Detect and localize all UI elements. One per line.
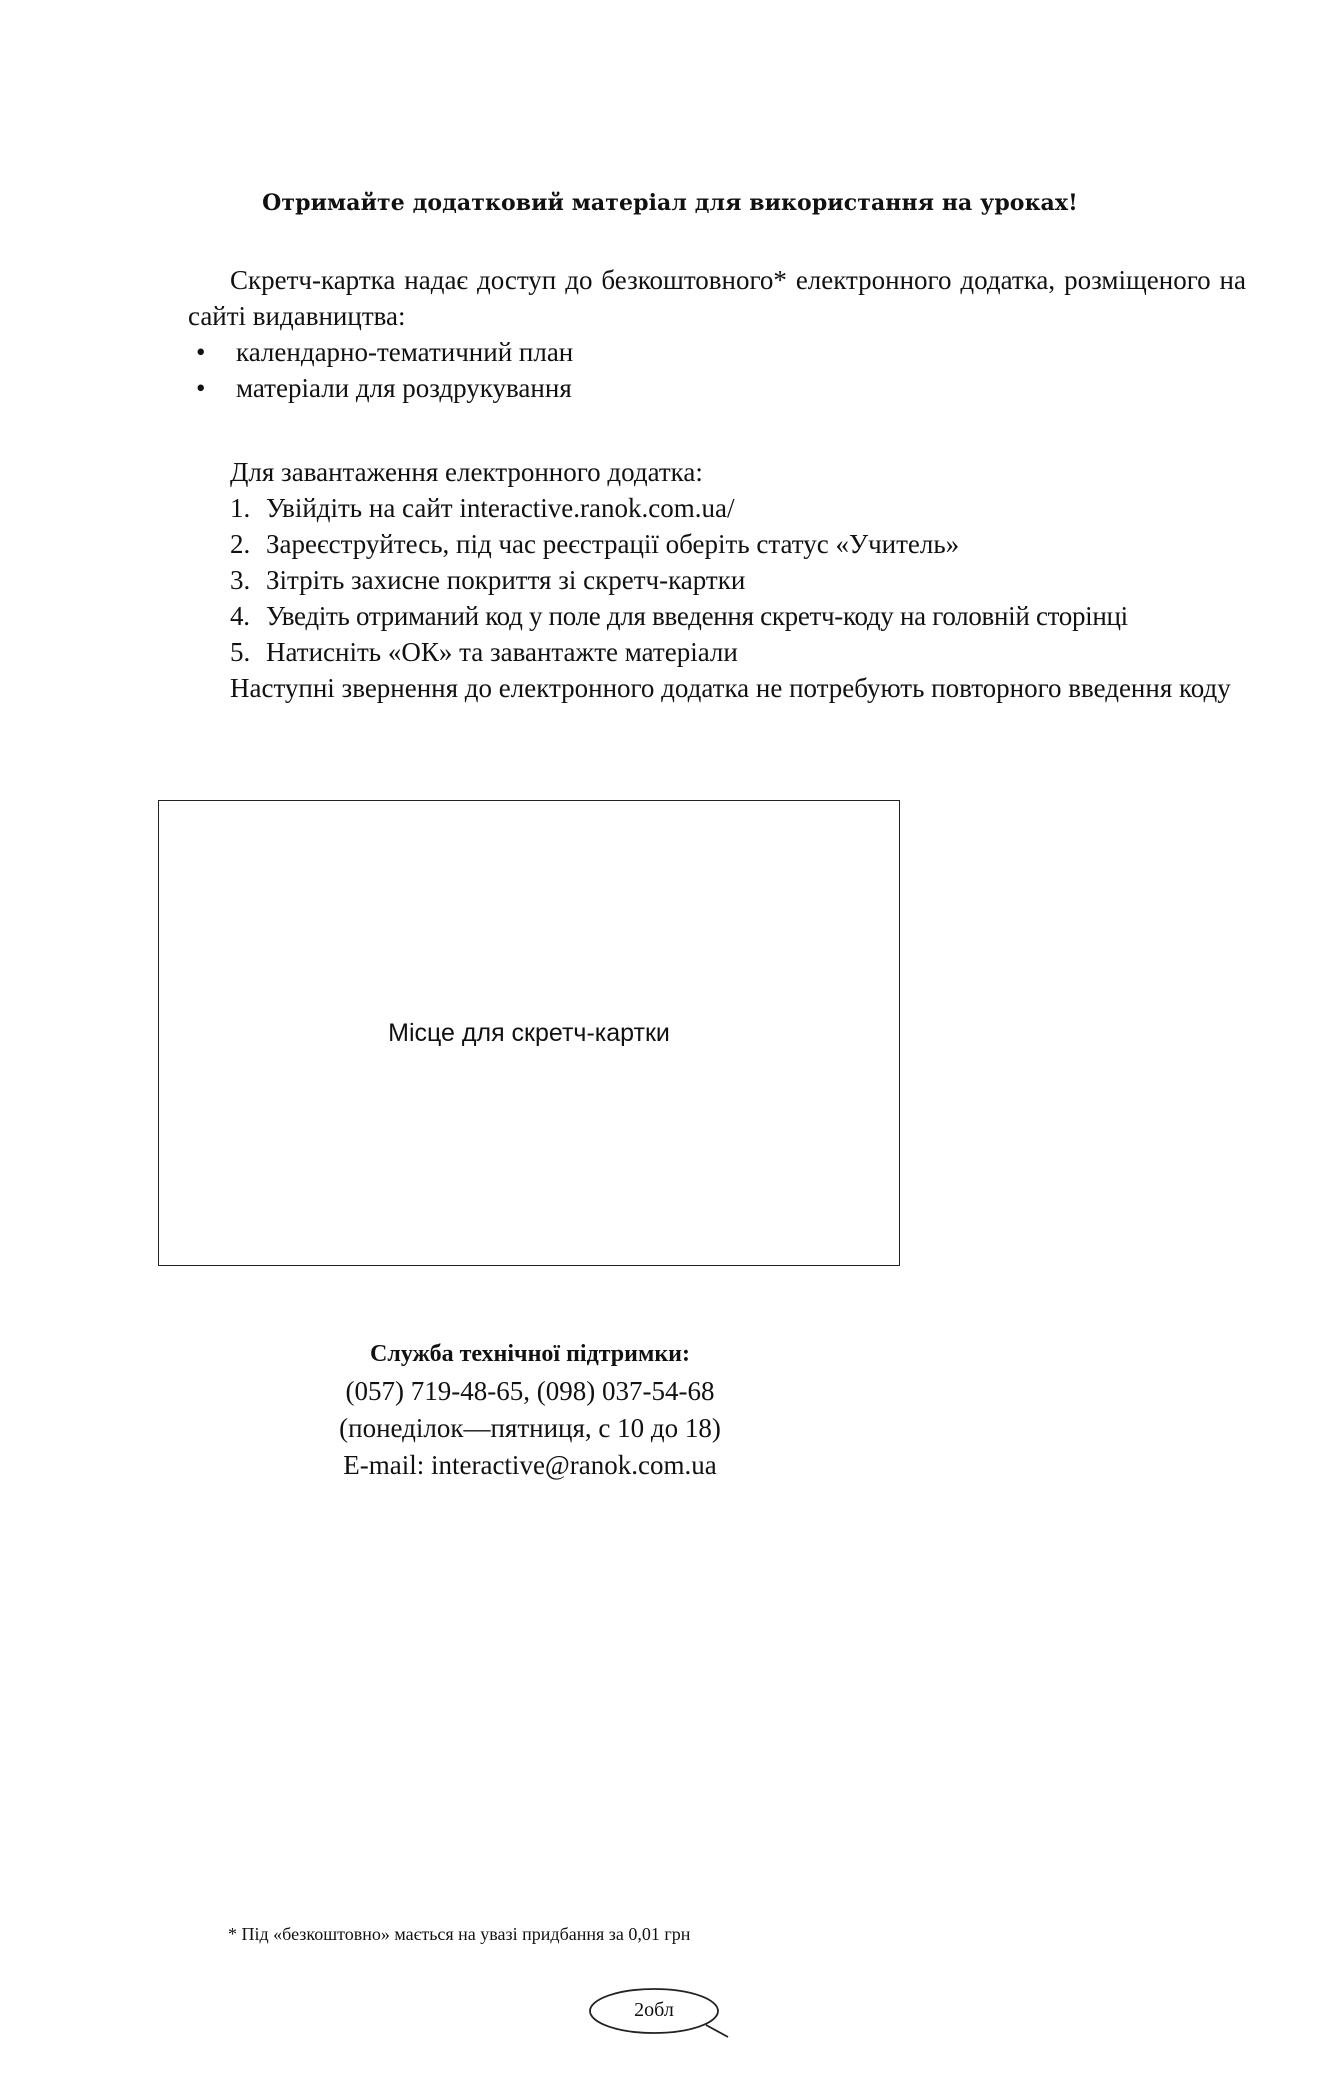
- closing-paragraph: Наступні звернення до електронного додатка не потребують повторного введення коду: [230, 673, 1231, 703]
- support-hours: (понеділок—пятниця, с 10 до 18): [339, 1413, 721, 1443]
- step-item: [230, 490, 1246, 526]
- scratch-card-placeholder: [158, 800, 900, 1266]
- footnote: * Під «безкоштовно» мається на увазі придбання за 0,01 грн: [228, 1924, 691, 1944]
- list-item: [188, 370, 1246, 406]
- step-text: Зареєструйтесь, під час реєстрації оберіть статус «Учитель»: [266, 529, 960, 559]
- intro-paragraph: Скретч-картка надає доступ до безкоштовного* електронного додатка, розміщеного на сайті видавництва:: [188, 265, 1246, 331]
- support-phones: (057) 719-48-65, (098) 037-54-68: [345, 1376, 715, 1406]
- materials-list: [188, 334, 1246, 406]
- step-number: 3.: [230, 565, 251, 595]
- step-item: [230, 598, 1246, 634]
- page-title: Отримайте додатковий матеріал для використання на уроках!: [262, 190, 1078, 216]
- bullet-icon: •: [196, 373, 206, 403]
- instructions-section: [188, 262, 1246, 706]
- scratch-card-label: Місце для скретч-картки: [388, 1018, 670, 1047]
- download-heading: Для завантаження електронного додатка:: [230, 457, 703, 487]
- support-title: Служба технічної підтримки:: [370, 1341, 690, 1367]
- steps-list: [188, 490, 1246, 670]
- step-text: Уведіть отриманий код у поле для введення скретч-коду на головній сторінці: [266, 601, 1128, 631]
- support-email: E-mail: interactive@ranok.com.ua: [343, 1450, 717, 1480]
- list-item-text: календарно-тематичний план: [236, 337, 574, 367]
- step-number: 2.: [230, 529, 251, 559]
- list-item-text: матеріали для роздрукування: [236, 373, 572, 403]
- bullet-icon: •: [196, 337, 206, 367]
- page-number-badge: [588, 1985, 738, 2041]
- step-number: 5.: [230, 637, 251, 667]
- step-number: 4.: [230, 601, 250, 631]
- step-item: [230, 634, 1246, 670]
- step-text: Увійдіть на сайт interactive.ranok.com.ua/: [266, 493, 735, 523]
- list-item: [188, 334, 1246, 370]
- page-number: 2обл: [634, 1999, 674, 2021]
- support-block: [250, 1336, 810, 1484]
- step-number: 1.: [230, 493, 251, 523]
- step-text: Зітріть захисне покриття зі скретч-картки: [266, 565, 746, 595]
- step-text: Натисніть «ОК» та завантажте матеріали: [266, 637, 738, 667]
- step-item: [230, 526, 1246, 562]
- step-item: [230, 562, 1246, 598]
